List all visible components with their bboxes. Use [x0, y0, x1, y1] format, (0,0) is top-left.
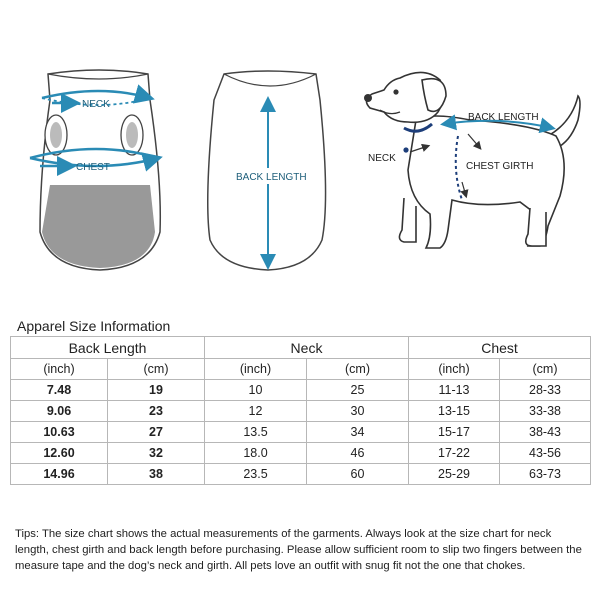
- tips-paragraph: Tips: The size chart shows the actual measurements of the garments. Always look at the size chart for neck length, chest girth and back length before purchasing. Please allow sufficient room to slip two fingers between the measure tape and the dog’s neck and girth. All pets love an outfit with snug fit not the one that chokes.: [15, 528, 582, 572]
- table-cell: 34: [307, 422, 409, 443]
- sweater-chest-label: CHEST: [76, 162, 110, 173]
- group-header: Chest: [409, 337, 591, 359]
- table-cell: 43-56: [500, 443, 591, 464]
- unit-header: (inch): [11, 359, 108, 380]
- dog-illustration: [364, 72, 580, 248]
- table-cell: 28-33: [500, 380, 591, 401]
- table-cell: 18.0: [205, 443, 307, 464]
- table-cell: 10.63: [11, 422, 108, 443]
- dog-chest-girth-label: CHEST GIRTH: [466, 161, 534, 172]
- table-cell: 63-73: [500, 464, 591, 485]
- table-cell: 38-43: [500, 422, 591, 443]
- table-cell: 13-15: [409, 401, 500, 422]
- table-cell: 15-17: [409, 422, 500, 443]
- group-header: Back Length: [11, 337, 205, 359]
- table-unit-row: [11, 359, 591, 380]
- table-cell: 25: [307, 380, 409, 401]
- size-table: [10, 336, 591, 485]
- unit-header: (cm): [307, 359, 409, 380]
- table-cell: 11-13: [409, 380, 500, 401]
- table-row: [11, 464, 591, 485]
- unit-header: (inch): [205, 359, 307, 380]
- table-cell: 19: [108, 380, 205, 401]
- table-cell: 9.06: [11, 401, 108, 422]
- table-cell: 17-22: [409, 443, 500, 464]
- table-cell: 12.60: [11, 443, 108, 464]
- table-row: [11, 422, 591, 443]
- group-header: Neck: [205, 337, 409, 359]
- table-cell: 23: [108, 401, 205, 422]
- table-cell: 60: [307, 464, 409, 485]
- table-cell: 10: [205, 380, 307, 401]
- table-row: [11, 443, 591, 464]
- table-row: [11, 380, 591, 401]
- table-title: Apparel Size Information: [17, 318, 171, 334]
- size-table-section: [10, 313, 590, 485]
- table-cell: 12: [205, 401, 307, 422]
- table-cell: 14.96: [11, 464, 108, 485]
- table-cell: 25-29: [409, 464, 500, 485]
- table-cell: 13.5: [205, 422, 307, 443]
- dog-back-length-label: BACK LENGTH: [468, 112, 539, 123]
- table-cell: 23.5: [205, 464, 307, 485]
- unit-header: (inch): [409, 359, 500, 380]
- sweater-front-illustration: [30, 70, 160, 270]
- table-cell: 33-38: [500, 401, 591, 422]
- sweater-back-illustration: [208, 71, 326, 270]
- table-row: [11, 401, 591, 422]
- table-group-header-row: [11, 337, 591, 359]
- table-cell: 7.48: [11, 380, 108, 401]
- table-cell: 27: [108, 422, 205, 443]
- unit-header: (cm): [108, 359, 205, 380]
- unit-header: (cm): [500, 359, 591, 380]
- dog-neck-label: NECK: [368, 153, 396, 164]
- sweater-neck-label: NECK: [82, 99, 110, 110]
- table-cell: 38: [108, 464, 205, 485]
- table-cell: 46: [307, 443, 409, 464]
- table-cell: 32: [108, 443, 205, 464]
- table-cell: 30: [307, 401, 409, 422]
- sweater-back-length-label: BACK LENGTH: [236, 172, 307, 183]
